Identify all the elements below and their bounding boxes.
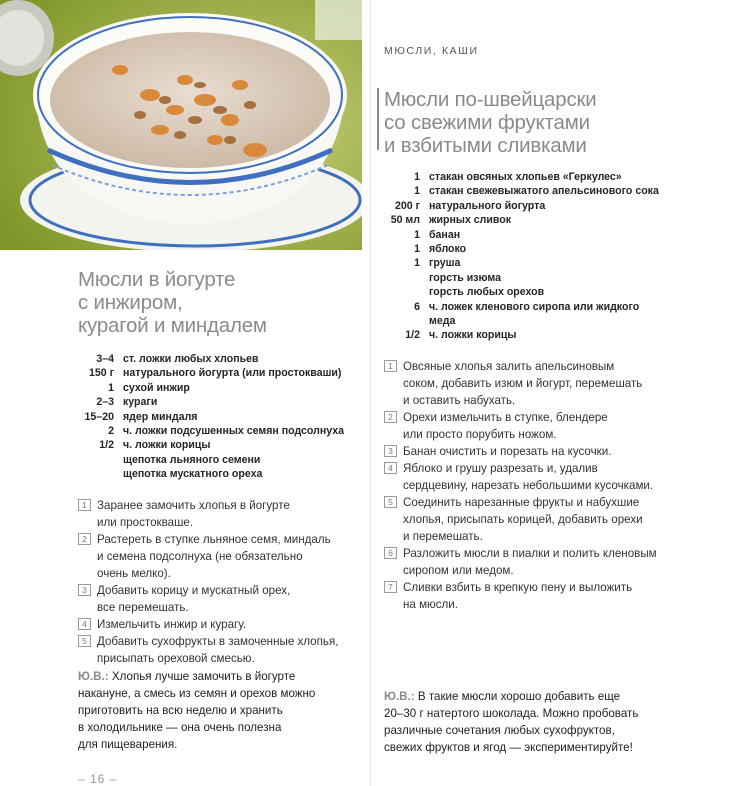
step-line: все перемешать. — [97, 601, 189, 614]
ingredient-text: горсть любых орехов — [429, 286, 545, 299]
step-text — [97, 531, 363, 582]
step-line: соком, добавить изюм и йогурт, перемешать — [403, 377, 643, 390]
note-line: для пищеварения. — [78, 738, 178, 751]
step-line: Добавить сухофрукты в замоченные хлопья, — [97, 635, 339, 648]
step-number-box: 3 — [384, 445, 397, 457]
step-text — [97, 497, 363, 531]
step-line: на мюсли. — [403, 598, 458, 611]
step-line: Разложить мюсли в пиалки и полить кленовым — [403, 547, 657, 560]
ingredient-text: груша — [429, 257, 461, 270]
step-text — [97, 582, 363, 616]
ingredient-row — [78, 366, 363, 380]
ingredient-qty: 1 — [414, 185, 420, 198]
ingredient-row — [384, 228, 684, 242]
ingredient-text: натурального йогурта — [429, 199, 546, 212]
note-line: различные сочетания любых сухофруктов, — [384, 724, 615, 737]
ingredient-line: меда — [429, 315, 456, 328]
ingredient-row — [384, 328, 684, 342]
bowl-illustration — [0, 0, 362, 250]
ingredient-qty: 2–3 — [96, 396, 114, 409]
step-item — [384, 460, 684, 494]
ingredient-row — [384, 300, 684, 329]
step-number-box: 1 — [78, 499, 91, 511]
ingredient-qty — [384, 285, 429, 299]
ingredient-qty: 1 — [414, 171, 420, 183]
step-text — [403, 545, 684, 579]
step-item — [384, 409, 684, 443]
note-text: В такие мюсли хорошо добавить еще — [417, 690, 621, 703]
step-number-box: 5 — [384, 496, 397, 508]
ingredient-row — [78, 352, 363, 366]
step-line: очень мелко). — [97, 567, 171, 580]
ingredient-row — [384, 271, 684, 285]
title-line: с инжиром, — [78, 291, 183, 314]
step-item — [78, 531, 363, 582]
ingredient-text: щепотка льняного семени — [123, 453, 261, 466]
ingredient-qty — [78, 453, 123, 467]
title-line: и взбитыми сливками — [384, 134, 587, 157]
ingredient-qty: 15–20 — [84, 410, 114, 423]
note-line — [78, 668, 363, 685]
recipe-title-yogurt — [78, 268, 267, 337]
ingredient-qty: 1/2 — [405, 329, 420, 342]
ingredient-row — [384, 184, 684, 198]
step-item — [384, 443, 684, 460]
title-line: курагой и миндалем — [78, 314, 267, 337]
ingredient-qty: 150 г — [88, 367, 114, 380]
ingredient-line: ч. ложек кленового сиропа или жидкого — [429, 300, 640, 313]
note-line: в холодильнике — она очень полезна — [78, 721, 282, 734]
ingredient-qty: 1 — [414, 257, 420, 270]
step-line: Яблоко и грушу разрезать и, удалив — [403, 462, 598, 475]
ingredient-row — [78, 438, 363, 452]
step-line: Орехи измельчить в ступке, блендере — [403, 411, 608, 424]
ingredient-row — [78, 395, 363, 409]
ingredient-qty: 200 г — [394, 199, 420, 212]
title-accent-bar — [377, 88, 379, 150]
step-line: Измельчить инжир и курагу. — [97, 618, 247, 631]
note-line: 20–30 г натертого шоколада. Можно пробовать — [384, 707, 639, 720]
ingredient-qty — [384, 271, 429, 285]
ingredient-qty: 1 — [414, 243, 420, 256]
ingredient-text: ч. ложки подсушенных семян подсолнуха — [123, 425, 345, 438]
step-line: Добавить корицу и мускатный орех, — [97, 584, 291, 597]
ingredient-text: яблоко — [429, 243, 467, 256]
step-item — [78, 582, 363, 616]
ingredient-text: жирных сливок — [429, 214, 512, 227]
step-line: и оставить набухать. — [403, 394, 516, 407]
step-item — [384, 545, 684, 579]
step-line: сиропом или медом. — [403, 564, 514, 577]
recipe-title-swiss — [384, 88, 597, 157]
ingredient-row — [384, 242, 684, 256]
ingredient-qty: 2 — [108, 425, 114, 438]
step-item — [384, 579, 684, 613]
ingredient-text: стакан овсяных хлопьев «Геркулес» — [429, 171, 622, 183]
step-text — [403, 579, 684, 613]
ingredient-row — [78, 467, 363, 481]
ingredient-row — [78, 381, 363, 395]
ingredient-text: ч. ложки корицы — [429, 329, 517, 342]
ingredient-qty: 6 — [414, 300, 420, 313]
ingredient-row — [78, 410, 363, 424]
step-number-box: 5 — [78, 635, 91, 647]
note-text: Хлопья лучше замочить в йогурте — [111, 670, 296, 683]
title-line: Мюсли в йогурте — [78, 268, 236, 291]
step-item — [78, 616, 363, 633]
step-line: Соединить нарезанные фрукты и набухшие — [403, 496, 640, 509]
step-number-box: 4 — [384, 462, 397, 474]
note-line: свежих фруктов и ягод — экспериментируйте! — [384, 741, 633, 754]
ingredient-row — [384, 256, 684, 270]
step-line: или простокваше. — [97, 516, 194, 529]
step-line: сердцевину, нарезать небольшими кусочками. — [403, 479, 654, 492]
step-text — [403, 443, 684, 460]
ingredient-qty — [78, 467, 123, 481]
ingredients-list-swiss — [384, 170, 684, 343]
title-line: Мюсли по-швейцарски — [384, 88, 597, 111]
note-line: приготовить на всю неделю и хранить — [78, 704, 283, 717]
step-text — [97, 616, 363, 633]
steps-list-swiss — [384, 358, 684, 613]
ingredient-text: банан — [429, 228, 461, 241]
step-line: присыпать ореховой смесью. — [97, 652, 255, 665]
step-line: Растереть в ступке льняное семя, миндаль — [97, 533, 331, 546]
ingredient-qty: 50 мл — [390, 214, 420, 227]
step-text — [97, 633, 363, 667]
step-line: Заранее замочить хлопья в йогурте — [97, 499, 290, 512]
ingredient-row — [78, 424, 363, 438]
ingredient-text: ч. ложки корицы — [123, 439, 211, 452]
step-text — [403, 358, 684, 409]
author-note-yogurt — [78, 668, 363, 753]
note-label: Ю.В.: — [78, 670, 109, 683]
step-line: Сливки взбить в крепкую пену и выложить — [403, 581, 633, 594]
ingredient-text: стакан свежевыжатого апельсинового сока — [429, 185, 659, 198]
ingredient-row — [78, 453, 363, 467]
step-text — [403, 494, 684, 545]
ingredient-qty: 1/2 — [99, 439, 114, 452]
ingredient-text: щепотка мускатного ореха — [123, 468, 263, 481]
note-line: накануне, а смесь из семян и орехов можно — [78, 687, 316, 700]
step-number-box: 6 — [384, 547, 397, 559]
step-line: и семена подсолнуха (не обязательно — [97, 550, 303, 563]
ingredient-qty: 1 — [414, 228, 420, 241]
step-item — [384, 494, 684, 545]
step-line: или просто порубить ножом. — [403, 428, 557, 441]
ingredient-text: сухой инжир — [123, 381, 190, 394]
note-line — [384, 688, 684, 705]
ingredient-row — [384, 285, 684, 299]
ingredient-text: ядер миндаля — [123, 410, 198, 423]
section-label: МЮСЛИ, КАШИ — [384, 45, 479, 57]
steps-list-yogurt — [78, 497, 363, 667]
step-number-box: 1 — [384, 360, 397, 372]
ingredients-list-yogurt — [78, 352, 363, 482]
ingredient-row — [384, 199, 684, 213]
step-item — [384, 358, 684, 409]
step-number-box: 7 — [384, 581, 397, 593]
title-line: со свежими фруктами — [384, 111, 590, 134]
ingredient-text: натурального йогурта (или простокваши) — [123, 367, 342, 380]
ingredient-qty: 1 — [108, 381, 114, 394]
step-item — [78, 633, 363, 667]
ingredient-row — [384, 213, 684, 227]
ingredient-text: ст. ложки любых хлопьев — [123, 353, 259, 365]
step-text — [403, 409, 684, 443]
step-number-box: 4 — [78, 618, 91, 630]
ingredient-text — [429, 300, 684, 329]
step-text — [403, 460, 684, 494]
step-line: Банан очистить и порезать на кусочки. — [403, 445, 612, 458]
step-line: хлопья, присыпать корицей, добавить орехи — [403, 513, 643, 526]
note-label: Ю.В.: — [384, 690, 415, 703]
column-divider — [370, 0, 371, 786]
step-line: Овсяные хлопья залить апельсиновым — [403, 360, 615, 373]
step-number-box: 3 — [78, 584, 91, 596]
step-item — [78, 497, 363, 531]
author-note-swiss — [384, 688, 684, 756]
step-line: и перемешать. — [403, 530, 483, 543]
ingredient-text: кураги — [123, 396, 158, 409]
ingredient-row — [384, 170, 684, 184]
step-number-box: 2 — [78, 533, 91, 545]
ingredient-qty: 3–4 — [96, 353, 114, 365]
page-number: – 16 – — [78, 772, 118, 786]
ingredient-text: горсть изюма — [429, 271, 502, 284]
step-number-box: 2 — [384, 411, 397, 423]
photo-muesli-bowl — [0, 0, 362, 250]
